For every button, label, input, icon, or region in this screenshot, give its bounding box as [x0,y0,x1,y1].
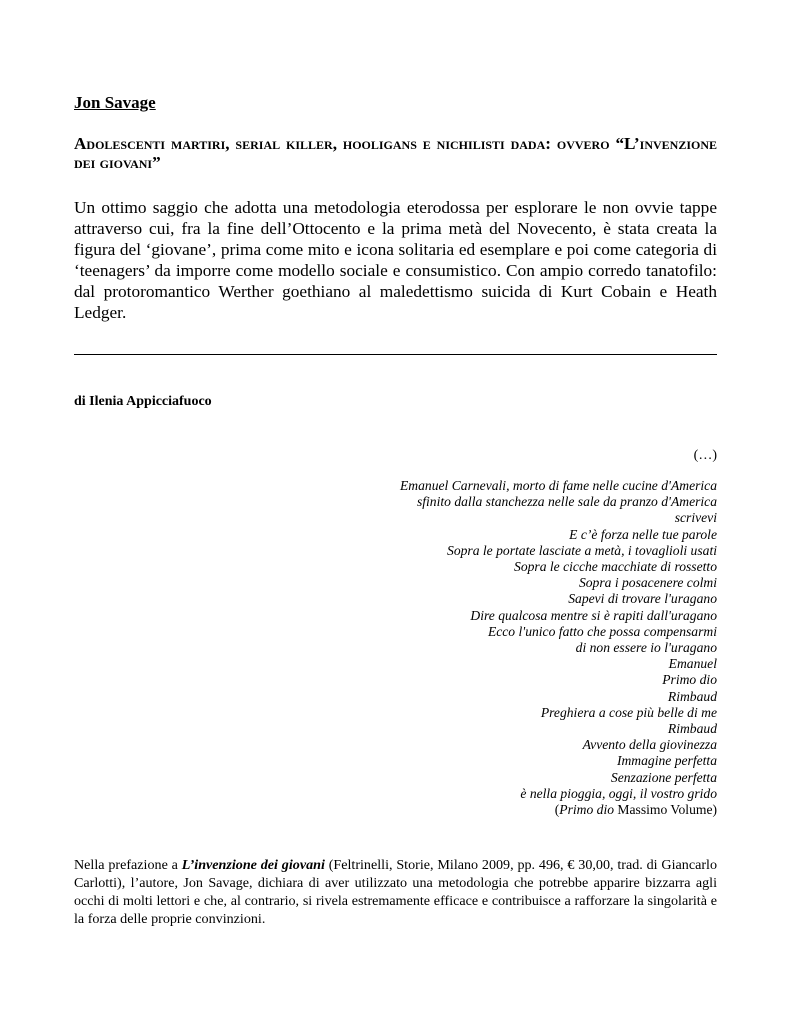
epigraph-ellipsis: (…) [693,448,717,463]
poem-line: Preghiera a cose più belle di me [540,704,717,720]
poem-line: Sopra i posacenere colmi [578,575,717,591]
poem-line: Immagine perfetta [616,753,717,769]
poem-line: di non essere io l'uragano [575,640,717,656]
byline: di Ilenia Appicciafuoco [74,394,212,409]
epigraph-attribution [317,802,717,818]
epigraph-poem [317,478,717,818]
poem-line: Rimbaud [667,688,717,704]
attribution-open: ( [554,802,560,818]
article-title: Adolescenti martiri, serial killer, hooligans e nichilisti dada: ovvero “L’invenzione dei giovani” [74,134,717,172]
body-paragraph [74,856,717,928]
poem-line: Senzazione perfetta [610,769,717,785]
poem-line: Emanuel Carnevali, morto di fame nelle cucine d'America [400,478,717,493]
poem-line: Ecco l'unico fatto che possa compensarmi [487,623,717,639]
poem-line: Primo dio [662,672,717,688]
attribution-artist: Massimo Volume) [614,802,717,818]
poem-line: Rimbaud [667,721,717,737]
poem-line: Dire qualcosa mentre si è rapiti dall'uragano [470,607,717,623]
body-text-before: Nella prefazione a [74,857,182,873]
poem-line: sfinito dalla stanchezza nelle sale da pranzo d'America [416,494,717,510]
attribution-work: Primo dio [559,802,615,818]
poem-line: E c’è forza nelle tue parole [569,526,717,542]
book-title: L’invenzione dei giovani [181,857,325,873]
poem-line: Sopra le portate lasciate a metà, i tovaglioli usati [447,542,717,558]
poem-line: Avvento della giovinezza [582,737,717,753]
article-abstract: Un ottimo saggio che adotta una metodologia eterodossa per esplorare le non ovvie tappe attraverso cui, fra la fine dell’Ottocento e la prima metà del Novecento, è stata creata la figura del ‘giovane’, prima come mito e icona solitaria ed esemplare e poi come categoria di ‘teenagers’ da imporre come modello sociale e consumistico. Con ampio corredo tanatofilo: dal protoromantico Werther goethiano al maledettismo suicida di Kurt Cobain e Heath Ledger. [74,198,717,322]
poem-line: Sapevi di trovare l'uragano [568,591,717,607]
horizontal-divider [74,354,717,355]
author-heading: Jon Savage [74,93,156,112]
poem-line: Sopra le cicche macchiate di rossetto [514,559,717,575]
poem-line: scrivevi [674,510,717,526]
poem-line: Emanuel [668,656,717,672]
body-text-after: (Feltrinelli, Storie, Milano 2009, pp. 496, € 30,00, trad. di Giancarlo Carlotti), l’autore, Jon Savage, dichiara di aver utilizzato una metodologia che potrebbe apparire bizzarra agli occhi di molti lettori e che, al contrario, si rivela estremamente efficace e contribuisce a rafforzare la singolarità e la forza delle proprie convinzioni. [74,857,717,927]
poem-line: è nella pioggia, oggi, il vostro grido [520,785,717,801]
